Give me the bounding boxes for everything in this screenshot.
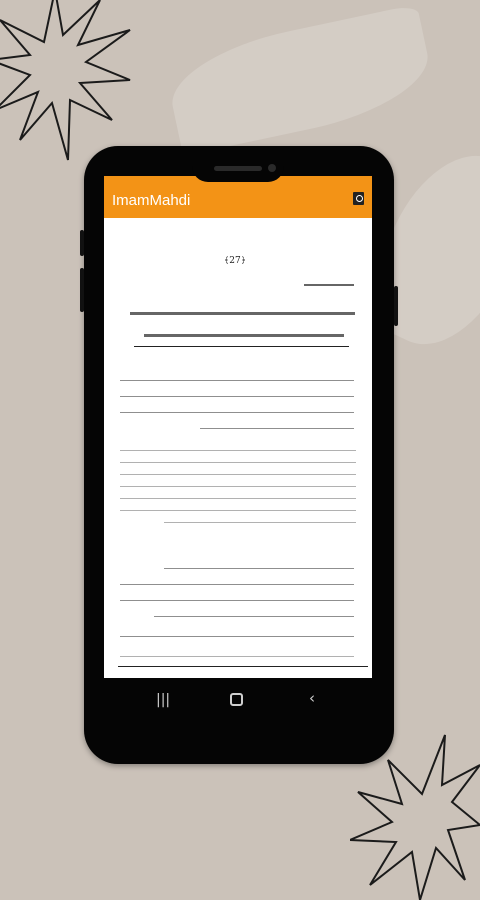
text-line bbox=[120, 396, 354, 397]
text-line bbox=[120, 600, 354, 601]
text-line bbox=[120, 380, 354, 381]
text-line bbox=[120, 450, 356, 451]
text-line bbox=[120, 656, 354, 657]
text-line bbox=[120, 462, 356, 463]
text-line bbox=[120, 636, 354, 637]
text-line bbox=[164, 568, 354, 569]
speaker-grille bbox=[214, 166, 262, 171]
power-button bbox=[394, 286, 398, 326]
heading-line bbox=[144, 334, 344, 337]
heading-line bbox=[130, 312, 355, 315]
volume-button bbox=[80, 268, 84, 312]
heading-underline bbox=[134, 346, 349, 347]
text-line bbox=[120, 498, 356, 499]
app-screen bbox=[104, 176, 372, 721]
text-line bbox=[200, 428, 354, 429]
text-line bbox=[164, 522, 356, 523]
pdf-export-icon[interactable] bbox=[353, 192, 364, 205]
text-line bbox=[120, 510, 356, 511]
volume-button bbox=[80, 230, 84, 256]
app-bar bbox=[104, 176, 372, 218]
system-nav-bar bbox=[104, 678, 372, 721]
footnote-rule bbox=[118, 666, 368, 667]
chapter-heading bbox=[304, 284, 354, 286]
book-page bbox=[104, 218, 372, 721]
app-title: ImamMahdi bbox=[112, 191, 191, 209]
recents-icon[interactable]: ||| bbox=[156, 692, 171, 708]
text-line bbox=[120, 584, 354, 585]
background-leaf bbox=[162, 4, 437, 156]
front-camera bbox=[268, 164, 276, 172]
text-line bbox=[120, 474, 356, 475]
back-icon[interactable]: ‹ bbox=[309, 689, 315, 707]
text-line bbox=[120, 412, 354, 413]
phone-notch bbox=[192, 156, 284, 182]
page-number: ﴾27﴿ bbox=[224, 256, 247, 266]
text-line bbox=[120, 486, 356, 487]
phone-mockup bbox=[84, 146, 394, 764]
home-icon[interactable] bbox=[230, 693, 243, 706]
text-line bbox=[154, 616, 354, 617]
